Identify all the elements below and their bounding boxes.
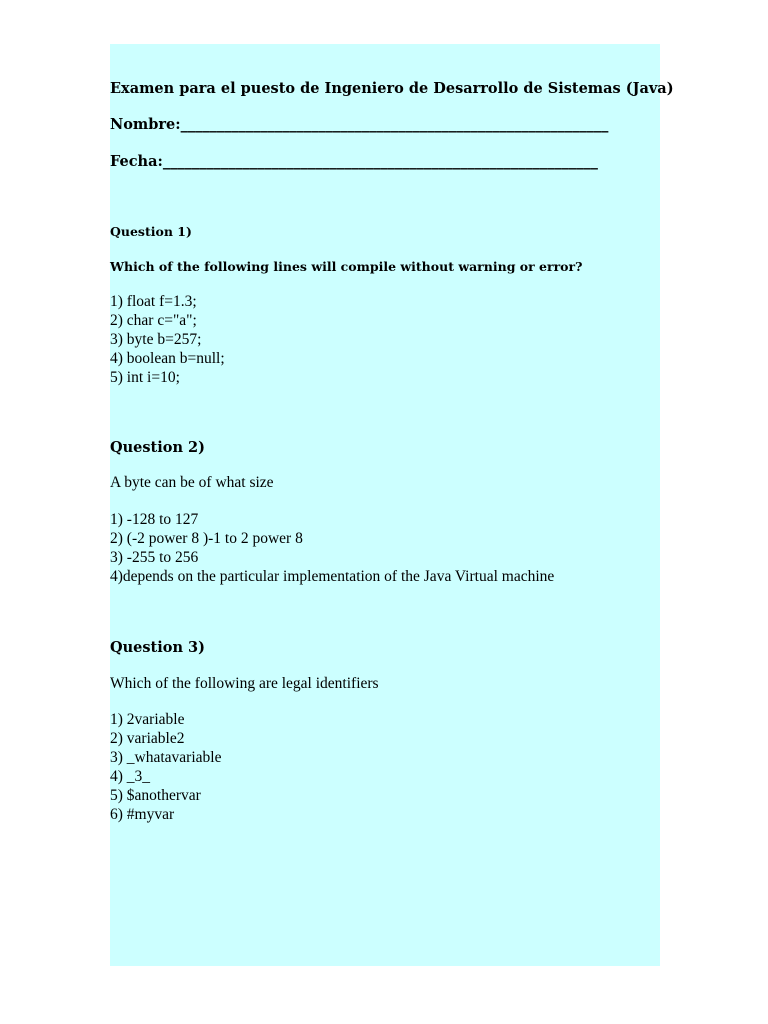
question-1-option: 2) char c="a";	[110, 312, 197, 329]
exam-title: Examen para el puesto de Ingeniero de Desarrollo de Sistemas (Java)	[110, 80, 674, 97]
name-field: Nombre:___________________________________________________________	[110, 116, 609, 133]
question-3-prompt: Which of the following are legal identifiers	[110, 675, 379, 692]
date-field: Fecha:____________________________________________________________	[110, 153, 598, 170]
question-3-option: 4) _3_	[110, 768, 151, 785]
document-page	[110, 44, 660, 966]
question-1-option: 4) boolean b=null;	[110, 350, 225, 367]
question-1-heading: Question 1)	[110, 224, 192, 239]
question-2-option: 2) (-2 power 8 )-1 to 2 power 8	[110, 530, 303, 547]
question-2-prompt: A byte can be of what size	[110, 474, 274, 491]
question-2-options	[110, 510, 554, 586]
question-3-option: 1) 2variable	[110, 711, 185, 728]
question-2-option: 3) -255 to 256	[110, 549, 199, 566]
question-2-option: 4)depends on the particular implementation of the Java Virtual machine	[110, 568, 555, 585]
question-1-option: 3) byte b=257;	[110, 331, 202, 348]
question-1-option: 1) float f=1.3;	[110, 293, 197, 310]
question-3-options	[110, 710, 221, 824]
question-2-option: 1) -128 to 127	[110, 511, 199, 528]
question-3-heading: Question 3)	[110, 639, 205, 656]
question-3-option: 2) variable2	[110, 730, 185, 747]
question-3-option: 3) _whatavariable	[110, 749, 222, 766]
question-3-option: 5) $anothervar	[110, 787, 201, 804]
question-1-prompt: Which of the following lines will compile without warning or error?	[110, 259, 583, 274]
question-1-options	[110, 292, 225, 387]
question-2-heading: Question 2)	[110, 439, 205, 456]
question-1-option: 5) int i=10;	[110, 369, 180, 386]
question-3-option: 6) #myvar	[110, 806, 175, 823]
